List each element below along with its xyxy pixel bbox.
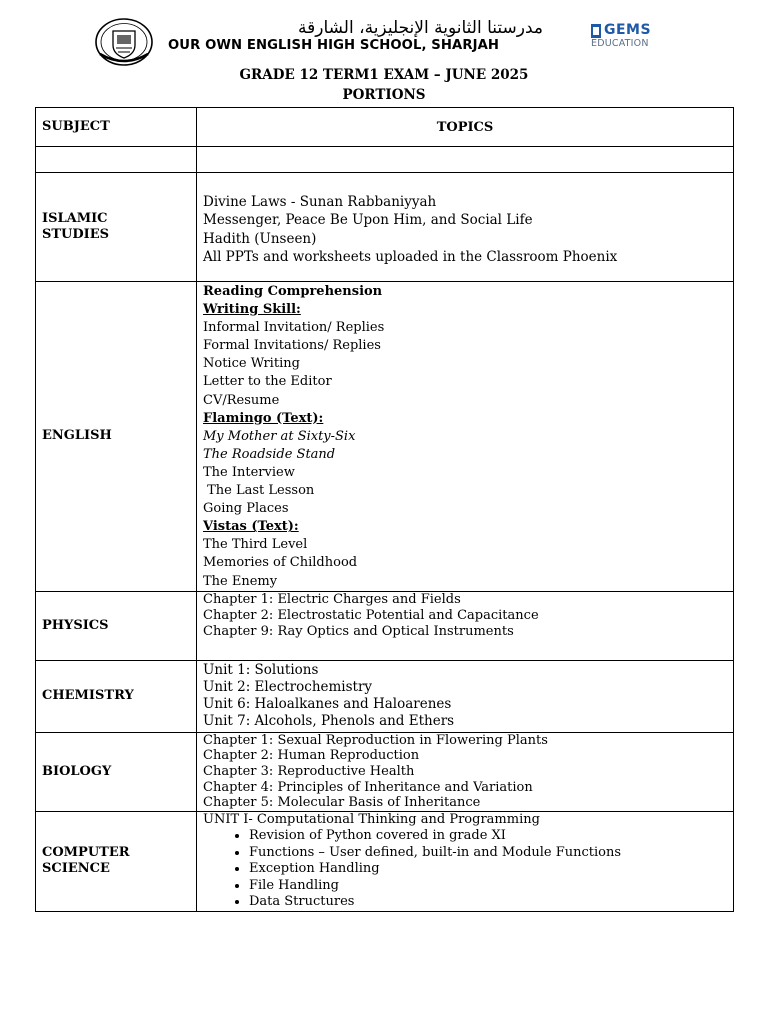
topics-chemistry xyxy=(197,660,734,732)
topics-physics xyxy=(197,591,734,660)
topic-line: Chapter 2: Electrostatic Potential and Capacitance xyxy=(203,607,539,623)
topic-line: Unit 6: Haloalkanes and Haloarenes xyxy=(203,696,452,713)
row-biology xyxy=(36,732,734,812)
topics-english xyxy=(197,282,734,592)
subject-label: COMPUTER xyxy=(42,845,130,861)
topic-line: The Last Lesson xyxy=(203,483,315,499)
school-crest-icon xyxy=(94,18,154,66)
topic-line: Letter to the Editor xyxy=(203,374,332,390)
row-chemistry xyxy=(36,660,734,732)
topic-line: Divine Laws - Sunan Rabbaniyyah xyxy=(203,193,437,210)
topic-line: Notice Writing xyxy=(203,356,300,372)
topic-line: Going Places xyxy=(203,501,289,517)
list-item: • File Handling xyxy=(249,878,733,895)
row-islamic-studies xyxy=(36,173,734,282)
cs-unit: UNIT I- Computational Thinking and Programming xyxy=(203,812,540,828)
list-item: • Data Structures xyxy=(249,894,733,911)
exam-subtitle: PORTIONS xyxy=(342,87,426,103)
row-computer-science xyxy=(36,812,734,912)
blank-cell xyxy=(36,147,197,173)
topic-line: Chapter 1: Sexual Reproduction in Flowering Plants xyxy=(203,732,548,748)
topic-line: Formal Invitations/ Replies xyxy=(203,338,381,354)
blank-row xyxy=(36,147,734,173)
letterhead xyxy=(94,18,674,66)
topic-line: CV/Resume xyxy=(203,392,280,408)
cs-topic-list xyxy=(203,828,733,911)
subject-label: SCIENCE xyxy=(42,861,110,877)
vistas-heading: Vistas (Text): xyxy=(203,519,299,535)
topic-line: Hadith (Unseen) xyxy=(203,230,317,247)
row-physics xyxy=(36,591,734,660)
topics-islamic-studies xyxy=(197,173,734,282)
subject-chemistry: CHEMISTRY xyxy=(36,660,197,732)
topic-line: Chapter 1: Electric Charges and Fields xyxy=(203,591,461,607)
school-name-arabic: مدرستنا الثانوية الإنجليزية، الشارقة xyxy=(298,18,543,38)
subject-physics: PHYSICS xyxy=(36,591,197,660)
header-subject: SUBJECT xyxy=(36,108,197,147)
gems-wordmark: GEMS xyxy=(604,22,652,38)
writing-skill-heading: Writing Skill: xyxy=(203,302,301,318)
topic-line: Messenger, Peace Be Upon Him, and Social Life xyxy=(203,212,533,228)
subject-biology: BIOLOGY xyxy=(36,732,197,812)
topic-line: Memories of Childhood xyxy=(203,555,358,571)
topic-line: All PPTs and worksheets uploaded in the Classroom Phoenix xyxy=(203,249,618,265)
topic-line: The Third Level xyxy=(203,537,308,553)
list-item: • Functions – User defined, built-in and Module Functions xyxy=(249,845,733,862)
gems-mark-icon xyxy=(591,24,601,38)
blank-cell xyxy=(197,147,734,173)
header-topics: TOPICS xyxy=(197,108,734,147)
topic-line: Unit 7: Alcohols, Phenols and Ethers xyxy=(203,713,455,730)
gems-logo xyxy=(591,22,661,52)
topics-biology xyxy=(197,732,734,812)
row-english xyxy=(36,282,734,592)
topic-line: Chapter 9: Ray Optics and Optical Instruments xyxy=(203,623,514,639)
subject-label: ISLAMIC STUDIES xyxy=(42,211,110,242)
topic-line: Chapter 5: Molecular Basis of Inheritance xyxy=(203,795,481,811)
topic-line: Chapter 3: Reproductive Health xyxy=(203,764,415,779)
list-item: • Exception Handling xyxy=(249,861,733,878)
topic-line: The Enemy xyxy=(203,573,278,589)
topic-line: My Mother at Sixty-Six xyxy=(203,428,356,444)
topic-line: Chapter 2: Human Reproduction xyxy=(203,748,420,764)
topic-line: Unit 1: Solutions xyxy=(203,662,319,679)
gems-education: EDUCATION xyxy=(591,38,649,49)
topics-computer-science xyxy=(197,812,734,912)
topic-line: Chapter 4: Principles of Inheritance and Variation xyxy=(203,779,533,795)
topic-line: The Interview xyxy=(203,464,295,480)
subject-computer-science xyxy=(36,812,197,912)
school-name: OUR OWN ENGLISH HIGH SCHOOL, SHARJAH xyxy=(168,38,500,53)
subject-english: ENGLISH xyxy=(36,282,197,592)
topic-line: Informal Invitation/ Replies xyxy=(203,320,385,336)
table-header-row xyxy=(36,108,734,147)
reading-comprehension: Reading Comprehension xyxy=(203,284,383,299)
topic-line: The Roadside Stand xyxy=(203,446,336,462)
exam-title: GRADE 12 TERM1 EXAM – JUNE 2025 xyxy=(239,67,529,83)
flamingo-heading: Flamingo (Text): xyxy=(203,410,324,426)
topic-line: Unit 2: Electrochemistry xyxy=(203,679,373,696)
portions-table xyxy=(35,107,734,912)
list-item: • Revision of Python covered in grade XI xyxy=(249,828,733,845)
subject-islamic-studies xyxy=(36,173,197,282)
